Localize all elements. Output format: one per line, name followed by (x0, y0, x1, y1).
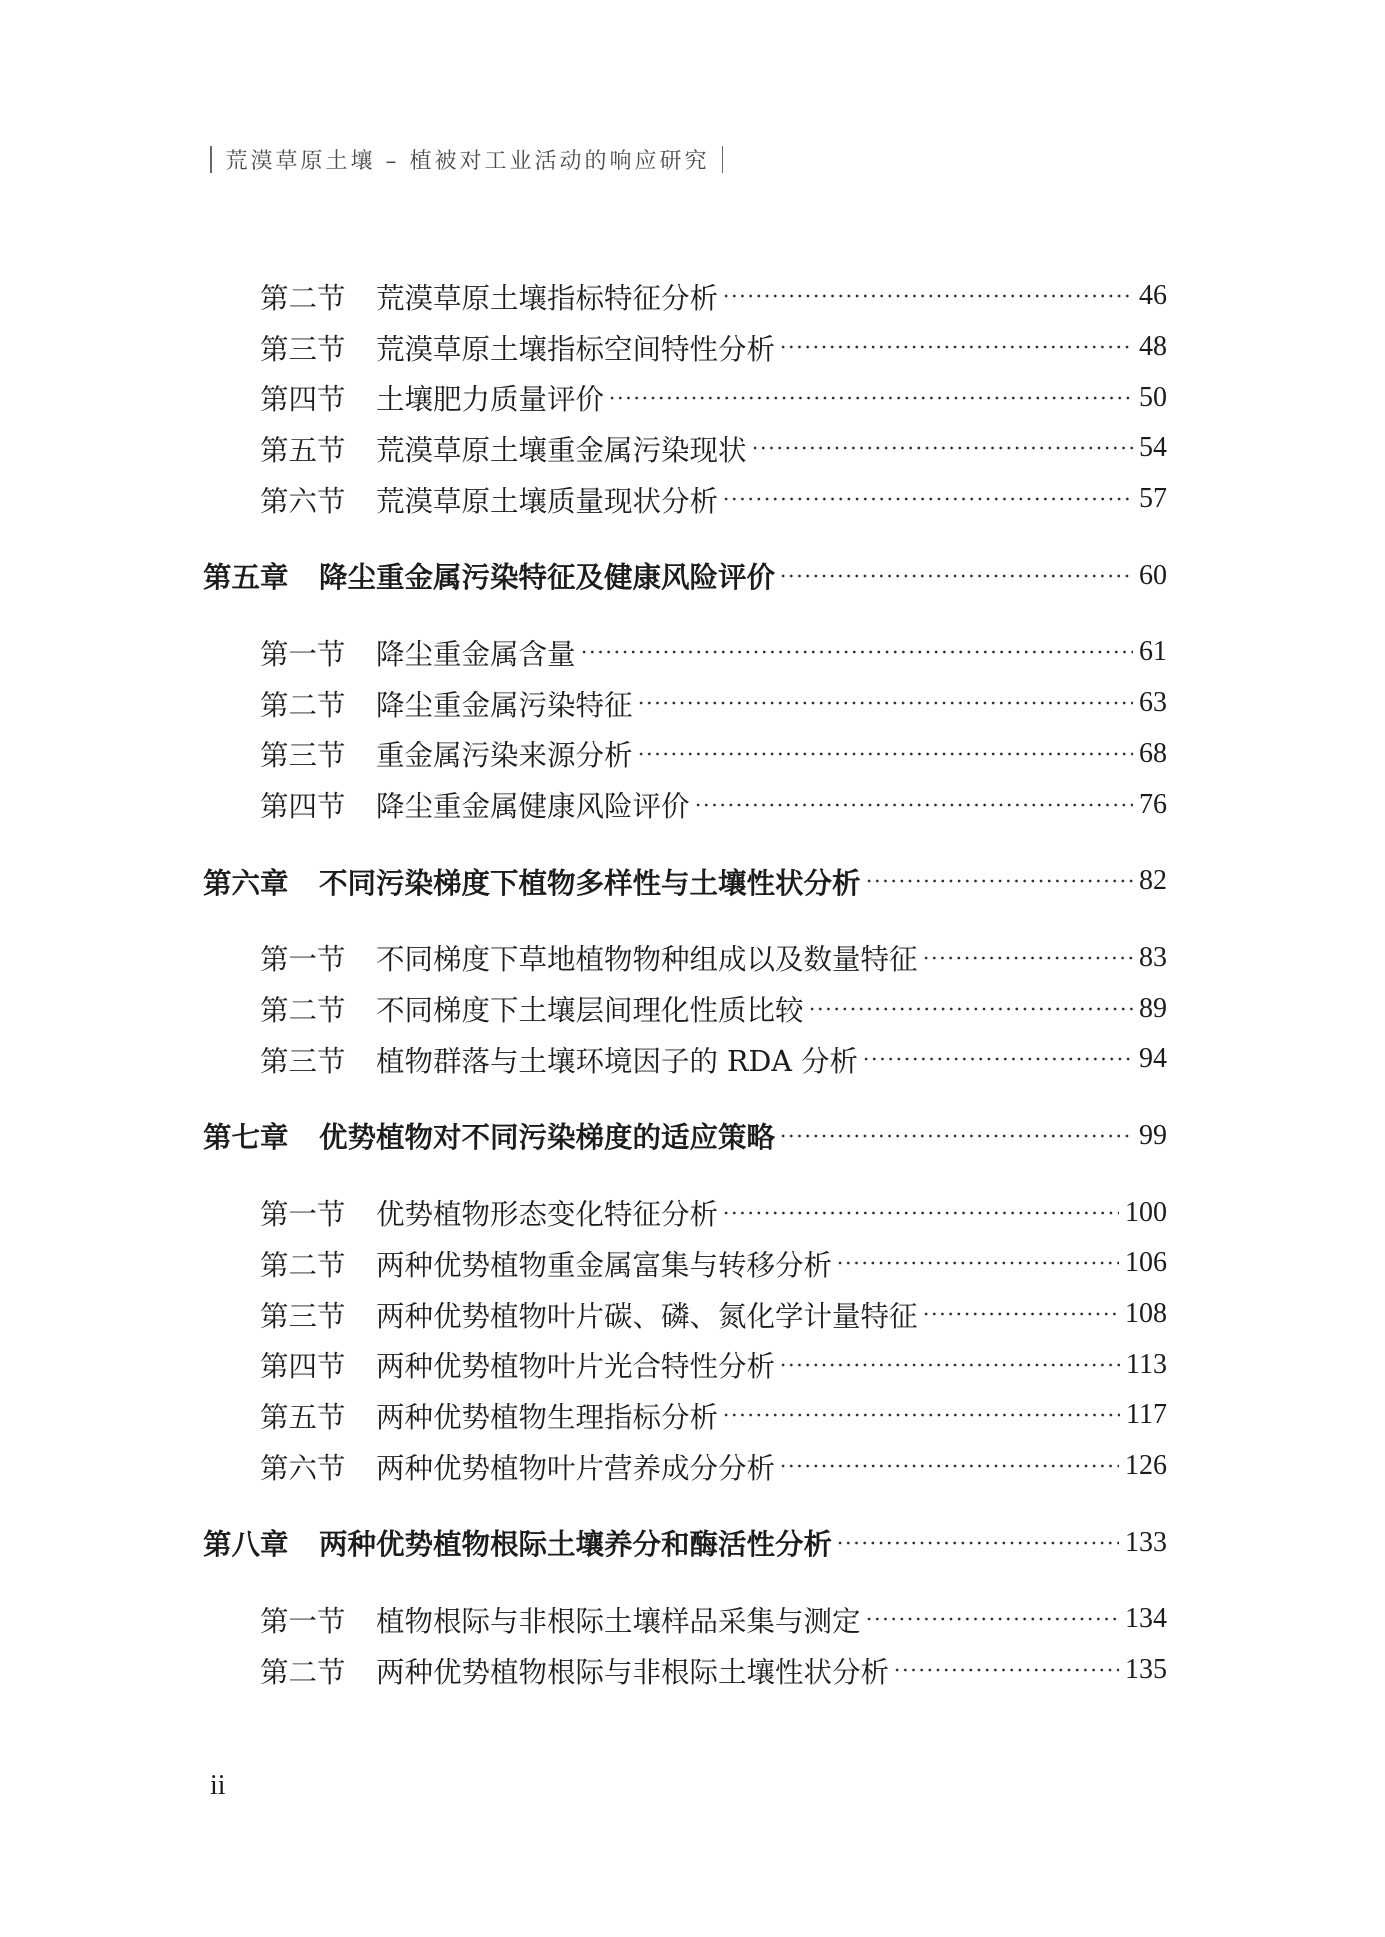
section-title: 重金属污染来源分析 (376, 739, 633, 773)
section-label: 第三节 (260, 739, 346, 773)
section-page-number: 46 (1139, 280, 1167, 312)
toc-section-entry (0, 1034, 1385, 1085)
section-title: 荒漠草原土壤重金属污染现状 (376, 433, 747, 467)
dot-leader (608, 384, 1133, 412)
chapter-label: 第五章 (203, 560, 289, 595)
dot-leader (808, 995, 1133, 1023)
dot-leader (722, 485, 1133, 513)
dot-leader (836, 1529, 1119, 1557)
section-label: 第一节 (260, 1604, 346, 1638)
section-label: 第六节 (260, 484, 346, 518)
dot-leader (694, 791, 1133, 819)
section-label: 第五节 (260, 433, 346, 467)
dot-leader (722, 282, 1133, 310)
section-page-number: 76 (1139, 788, 1167, 820)
chapter-page-number: 82 (1139, 865, 1167, 897)
section-page-number: 117 (1126, 1399, 1167, 1431)
dot-leader (637, 740, 1133, 768)
toc-section-entry (0, 474, 1385, 525)
section-title: 降尘重金属污染特征 (376, 688, 633, 722)
section-page-number: 63 (1139, 687, 1167, 719)
section-page-number: 54 (1139, 432, 1167, 464)
dot-leader (865, 1605, 1119, 1633)
section-title: 降尘重金属含量 (376, 637, 576, 671)
section-page-number: 94 (1139, 1043, 1167, 1075)
section-page-number: 106 (1125, 1247, 1167, 1279)
toc-section-entry (0, 322, 1385, 373)
toc-chapter-entry (0, 550, 1385, 601)
dot-leader (722, 1401, 1120, 1429)
section-title: 两种优势植物生理指标分析 (376, 1400, 719, 1434)
dot-leader (779, 1452, 1119, 1480)
section-label: 第三节 (260, 1044, 346, 1078)
section-title: 不同梯度下草地植物物种组成以及数量特征 (376, 943, 918, 977)
section-title: 两种优势植物叶片营养成分分析 (376, 1451, 776, 1485)
toc-chapter-entry (0, 1111, 1385, 1162)
chapter-title: 两种优势植物根际土壤养分和酶活性分析 (319, 1527, 833, 1562)
dot-leader (865, 867, 1133, 895)
chapter-label: 第六章 (203, 865, 289, 900)
section-page-number: 113 (1126, 1348, 1167, 1380)
toc-section-entry (0, 423, 1385, 474)
section-label: 第五节 (260, 1400, 346, 1434)
section-page-number: 48 (1139, 331, 1167, 363)
toc-section-entry (0, 1187, 1385, 1238)
toc-section-entry (0, 779, 1385, 830)
dot-leader (779, 562, 1133, 590)
section-label: 第四节 (260, 790, 346, 824)
section-page-number: 126 (1125, 1450, 1167, 1482)
section-title: 荒漠草原土壤指标特征分析 (376, 281, 719, 315)
dot-leader (722, 1199, 1119, 1227)
section-label: 第三节 (260, 1299, 346, 1333)
toc-section-entry (0, 1441, 1385, 1492)
toc-section-entry (0, 1238, 1385, 1289)
toc-section-entry (0, 933, 1385, 984)
section-title: 植物根际与非根际土壤样品采集与测定 (376, 1604, 861, 1638)
section-page-number: 108 (1125, 1298, 1167, 1330)
section-page-number: 50 (1139, 381, 1167, 413)
section-title: 不同梯度下土壤层间理化性质比较 (376, 994, 804, 1028)
section-page-number: 83 (1139, 941, 1167, 973)
section-label: 第一节 (260, 637, 346, 671)
section-title: 两种优势植物重金属富集与转移分析 (376, 1248, 833, 1282)
section-page-number: 135 (1125, 1654, 1167, 1686)
running-header (210, 145, 723, 173)
section-title: 植物群落与土壤环境因子的 RDA 分析 (376, 1044, 859, 1078)
table-of-contents (0, 271, 1385, 1696)
section-label: 第一节 (260, 943, 346, 977)
header-right-rule (722, 146, 724, 173)
section-title: 荒漠草原土壤指标空间特性分析 (376, 332, 776, 366)
toc-section-entry (0, 271, 1385, 322)
dot-leader (580, 638, 1133, 666)
dot-leader (779, 1122, 1133, 1150)
toc-chapter-entry (0, 856, 1385, 907)
chapter-title: 优势植物对不同污染梯度的适应策略 (319, 1120, 776, 1155)
dot-leader (893, 1656, 1119, 1684)
dot-leader (779, 333, 1133, 361)
toc-section-entry (0, 1390, 1385, 1441)
section-label: 第一节 (260, 1198, 346, 1232)
section-page-number: 100 (1125, 1196, 1167, 1228)
chapter-page-number: 60 (1139, 559, 1167, 591)
book-title: 荒漠草原土壤 – 植被对工业活动的响应研究 (225, 148, 710, 174)
section-page-number: 57 (1139, 483, 1167, 515)
section-title: 两种优势植物根际与非根际土壤性状分析 (376, 1655, 890, 1689)
chapter-page-number: 99 (1139, 1119, 1167, 1151)
chapter-label: 第七章 (203, 1120, 289, 1155)
dot-leader (922, 1300, 1119, 1328)
dot-leader (836, 1249, 1119, 1277)
section-label: 第二节 (260, 994, 346, 1028)
section-page-number: 61 (1139, 636, 1167, 668)
section-label: 第四节 (260, 383, 346, 417)
toc-section-entry (0, 1339, 1385, 1390)
toc-section-entry (0, 678, 1385, 729)
section-label: 第二节 (260, 688, 346, 722)
toc-section-entry (0, 372, 1385, 423)
section-label: 第二节 (260, 281, 346, 315)
page-number: ii (210, 1770, 226, 1801)
section-label: 第六节 (260, 1451, 346, 1485)
section-title: 土壤肥力质量评价 (376, 383, 605, 417)
toc-section-entry (0, 1289, 1385, 1340)
section-label: 第三节 (260, 332, 346, 366)
toc-chapter-entry (0, 1517, 1385, 1568)
section-label: 第二节 (260, 1248, 346, 1282)
section-page-number: 68 (1139, 737, 1167, 769)
section-title: 荒漠草原土壤质量现状分析 (376, 484, 719, 518)
toc-section-entry (0, 1645, 1385, 1696)
section-title: 优势植物形态变化特征分析 (376, 1198, 719, 1232)
section-label: 第四节 (260, 1350, 346, 1384)
section-page-number: 134 (1125, 1603, 1167, 1635)
dot-leader (862, 1045, 1133, 1073)
chapter-title: 降尘重金属污染特征及健康风险评价 (319, 560, 776, 595)
dot-leader (637, 689, 1133, 717)
toc-section-entry (0, 983, 1385, 1034)
chapter-title: 不同污染梯度下植物多样性与土壤性状分析 (319, 865, 861, 900)
section-label: 第二节 (260, 1655, 346, 1689)
dot-leader (751, 434, 1133, 462)
header-left-rule (210, 146, 212, 173)
toc-section-entry (0, 627, 1385, 678)
section-title: 两种优势植物叶片光合特性分析 (376, 1350, 776, 1384)
section-title: 降尘重金属健康风险评价 (376, 790, 690, 824)
toc-section-entry (0, 729, 1385, 780)
toc-section-entry (0, 1594, 1385, 1645)
chapter-label: 第八章 (203, 1527, 289, 1562)
dot-leader (779, 1351, 1120, 1379)
section-title: 两种优势植物叶片碳、磷、氮化学计量特征 (376, 1299, 918, 1333)
section-page-number: 89 (1139, 992, 1167, 1024)
chapter-page-number: 133 (1125, 1526, 1167, 1558)
dot-leader (922, 944, 1133, 972)
